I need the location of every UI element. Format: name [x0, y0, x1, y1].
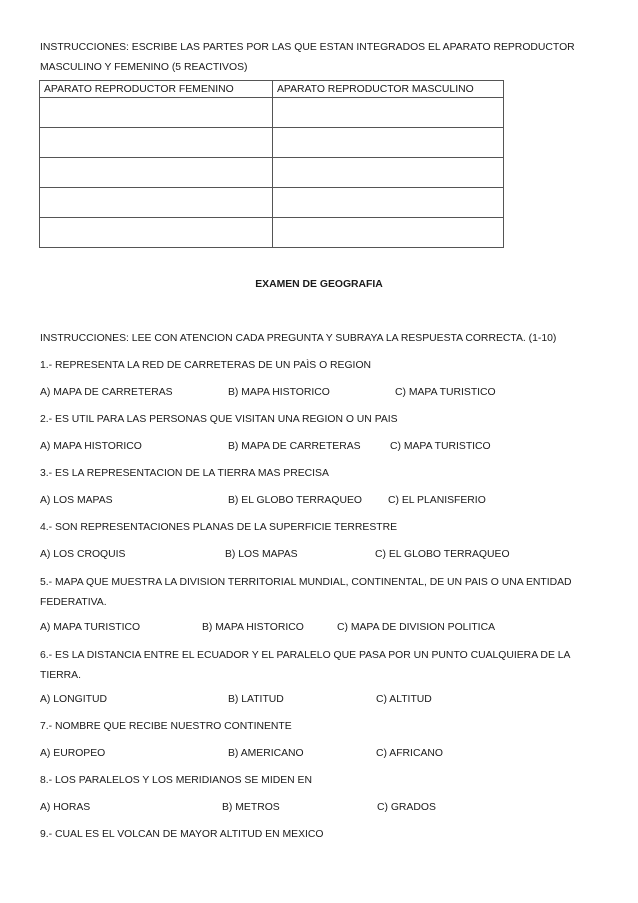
q6-option-a[interactable]: A) LONGITUD: [40, 694, 107, 705]
q4-option-c[interactable]: C) EL GLOBO TERRAQUEO: [375, 549, 510, 560]
q8-option-a[interactable]: A) HORAS: [40, 802, 91, 813]
q1-option-a[interactable]: A) MAPA DE CARRETERAS: [40, 387, 173, 398]
question-6: 6.- ES LA DISTANCIA ENTRE EL ECUADOR Y EL PARALELO QUE PASA POR UN PUNTO CUALQUIERA DE LA TIERRA.: [40, 650, 570, 681]
q1-option-b[interactable]: B) MAPA HISTORICO: [228, 387, 330, 398]
q6-option-c[interactable]: C) ALTITUD: [376, 694, 432, 705]
q7-option-a[interactable]: A) EUROPEO: [40, 748, 106, 759]
question-1: 1.- REPRESENTA LA RED DE CARRETERAS DE UN PAÌS O REGION: [40, 360, 372, 371]
table-cell[interactable]: [40, 98, 273, 128]
q8-option-b[interactable]: B) METROS: [222, 802, 280, 813]
q2-option-c[interactable]: C) MAPA TURISTICO: [390, 441, 491, 452]
q7-option-b[interactable]: B) AMERICANO: [228, 748, 304, 759]
table-cell[interactable]: [273, 98, 504, 128]
table-cell[interactable]: [40, 128, 273, 158]
q1-option-c[interactable]: C) MAPA TURISTICO: [395, 387, 496, 398]
question-4: 4.- SON REPRESENTACIONES PLANAS DE LA SUPERFICIE TERRESTRE: [40, 522, 398, 533]
question-7: 7.- NOMBRE QUE RECIBE NUESTRO CONTINENTE: [40, 721, 292, 732]
q7-option-c[interactable]: C) AFRICANO: [376, 748, 443, 759]
table-header-female: APARATO REPRODUCTOR FEMENINO: [40, 81, 273, 98]
reproductive-parts-table: [39, 80, 504, 248]
table-cell[interactable]: [40, 218, 273, 248]
q5-option-b[interactable]: B) MAPA HISTORICO: [202, 622, 304, 633]
question-2: 2.- ES UTIL PARA LAS PERSONAS QUE VISITAN UNA REGION O UN PAIS: [40, 414, 398, 425]
q8-option-c[interactable]: C) GRADOS: [377, 802, 436, 813]
q3-option-b[interactable]: B) EL GLOBO TERRAQUEO: [228, 495, 362, 506]
q2-option-a[interactable]: A) MAPA HISTORICO: [40, 441, 142, 452]
question-9: 9.- CUAL ES EL VOLCAN DE MAYOR ALTITUD EN MEXICO: [40, 829, 324, 840]
q6-option-b[interactable]: B) LATITUD: [228, 694, 284, 705]
table-cell[interactable]: [40, 158, 273, 188]
q4-option-a[interactable]: A) LOS CROQUIS: [40, 549, 126, 560]
q3-option-c[interactable]: C) EL PLANISFERIO: [388, 495, 486, 506]
q3-option-a[interactable]: A) LOS MAPAS: [40, 495, 113, 506]
exam-title: EXAMEN DE GEOGRAFIA: [255, 279, 383, 290]
q2-option-b[interactable]: B) MAPA DE CARRETERAS: [228, 441, 361, 452]
q5-option-c[interactable]: C) MAPA DE DIVISION POLITICA: [337, 622, 496, 633]
table-cell[interactable]: [273, 128, 504, 158]
q5-option-a[interactable]: A) MAPA TURISTICO: [40, 622, 141, 633]
section1-instructions: INSTRUCCIONES: ESCRIBE LAS PARTES POR LAS QUE ESTAN INTEGRADOS EL APARATO REPRODUCTOR MASCULINO Y FEMENINO (5 REACTIVOS): [40, 42, 575, 73]
question-3: 3.- ES LA REPRESENTACION DE LA TIERRA MAS PRECISA: [40, 468, 329, 479]
table-cell[interactable]: [273, 218, 504, 248]
q4-option-b[interactable]: B) LOS MAPAS: [225, 549, 298, 560]
table-cell[interactable]: [40, 188, 273, 218]
exam-instructions: INSTRUCCIONES: LEE CON ATENCION CADA PREGUNTA Y SUBRAYA LA RESPUESTA CORRECTA. (1-10): [40, 333, 557, 344]
question-8: 8.- LOS PARALELOS Y LOS MERIDIANOS SE MIDEN EN: [40, 775, 312, 786]
table-header-male: APARATO REPRODUCTOR MASCULINO: [273, 81, 504, 98]
question-5: 5.- MAPA QUE MUESTRA LA DIVISION TERRITORIAL MUNDIAL, CONTINENTAL, DE UN PAIS O UNA ENTIDAD FEDERATIVA.: [40, 577, 572, 608]
table-cell[interactable]: [273, 188, 504, 218]
table-cell[interactable]: [273, 158, 504, 188]
